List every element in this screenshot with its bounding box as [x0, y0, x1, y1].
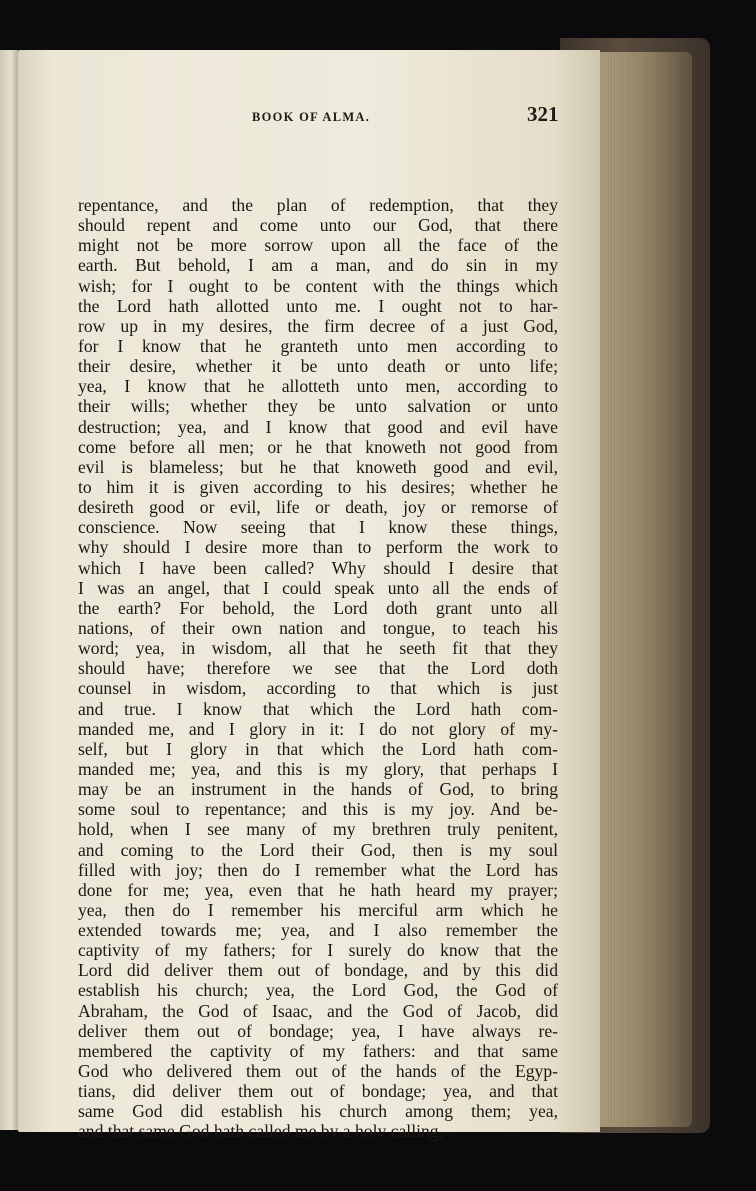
text-line: earth. But behold, I am a man, and do sin in my [78, 255, 558, 276]
text-line: the earth? For behold, the Lord doth grant unto all [78, 597, 558, 618]
text-line: captivity of my fathers; for I surely do know that the [78, 940, 558, 961]
text-line: repentance, and the plan of redemption, that they [78, 195, 558, 215]
text-line: manded me, and I glory in it: I do not glory of my- [78, 718, 558, 739]
text-line: deliver them out of bondage; yea, I have always re- [78, 1020, 558, 1041]
text-line: might not be more sorrow upon all the face of the [78, 235, 558, 256]
text-line: evil is blameless; but he that knoweth good and evil, [78, 456, 558, 477]
text-line: establish his church; yea, the Lord God, the God of [78, 980, 558, 1001]
text-line: destruction; yea, and I know that good and evil have [78, 416, 558, 437]
text-line: yea, then do I remember his merciful arm which he [78, 899, 558, 920]
text-line: conscience. Now seeing that I know these things, [78, 517, 558, 538]
text-line: nations, of their own nation and tongue, to teach his [78, 617, 558, 638]
text-line: to him it is given according to his desires; whether he [78, 476, 558, 497]
text-line: some soul to repentance; and this is my joy. And be- [78, 799, 558, 820]
text-line: tians, did deliver them out of bondage; yea, and that [78, 1081, 558, 1102]
text-line: word; yea, in wisdom, all that he seeth fit that they [78, 638, 558, 659]
text-line: Lord did deliver them out of bondage, and by this did [78, 960, 558, 981]
text-line: membered the captivity of my fathers: and that same [78, 1040, 558, 1061]
running-head: BOOK OF ALMA. [252, 110, 371, 124]
text-line: should have; therefore we see that the Lord doth [78, 658, 558, 679]
text-line: and that same God hath called me by a holy calling, [78, 1121, 443, 1142]
text-line: why should I desire more than to perform the work to [78, 537, 558, 558]
text-line: their desire, whether it be unto death or unto life; [78, 356, 558, 377]
text-line: which I have been called? Why should I desire that [78, 557, 558, 578]
page-number: 321 [527, 102, 559, 126]
text-line: come before all men; or he that knoweth not good from [78, 436, 558, 457]
text-line: and true. I know that which the Lord hath com- [78, 698, 558, 719]
text-block [78, 195, 558, 1142]
facing-page-edge [0, 50, 18, 1130]
book-page [18, 50, 600, 1142]
text-line: done for me; yea, even that he hath heard my prayer; [78, 879, 558, 900]
text-line: yea, I know that he allotteth unto men, according to [78, 376, 558, 397]
text-line: and coming to the Lord their God, then is my soul [78, 839, 558, 860]
text-line: the Lord hath allotted unto me. I ought not to har- [78, 295, 558, 316]
text-line: manded me; yea, and this is my glory, that perhaps I [78, 758, 558, 779]
text-line: God who delivered them out of the hands of the Egyp- [78, 1061, 558, 1082]
text-line: Abraham, the God of Isaac, and the God of Jacob, did [78, 1000, 558, 1021]
text-line: counsel in wisdom, according to that which is just [78, 678, 558, 699]
text-line: should repent and come unto our God, that there [78, 215, 558, 236]
text-line: row up in my desires, the firm decree of a just God, [78, 315, 558, 336]
text-line: extended towards me; yea, and I also remember the [78, 920, 558, 941]
text-line: desireth good or evil, life or death, joy or remorse of [78, 497, 558, 518]
text-line: same God did establish his church among them; yea, [78, 1101, 558, 1122]
text-line: may be an instrument in the hands of God, to bring [78, 779, 558, 800]
text-line: self, but I glory in that which the Lord hath com- [78, 738, 558, 759]
text-line: wish; for I ought to be content with the things which [78, 275, 558, 296]
text-line: hold, when I see many of my brethren truly penitent, [78, 819, 558, 840]
text-line: for I know that he granteth unto men according to [78, 335, 558, 356]
text-line: their wills; whether they be unto salvation or unto [78, 396, 558, 417]
text-line: I was an angel, that I could speak unto all the ends of [78, 577, 558, 598]
text-line: filled with joy; then do I remember what the Lord has [78, 859, 558, 880]
